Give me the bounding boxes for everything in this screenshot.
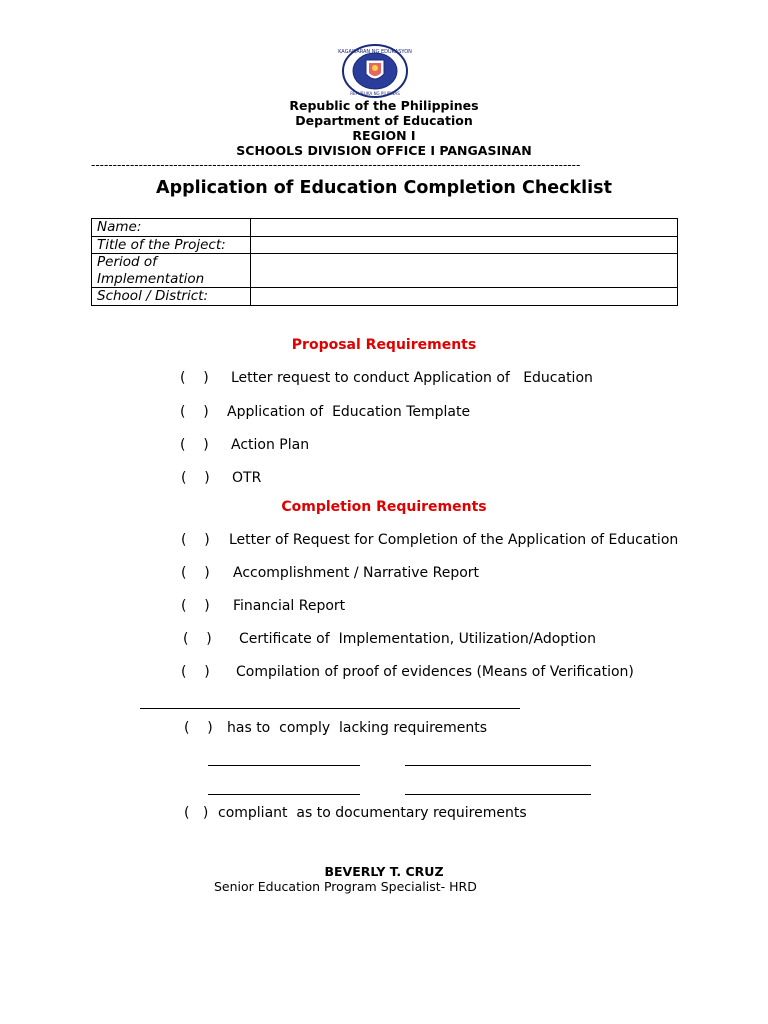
lacking-blank-3[interactable] (208, 794, 360, 795)
info-table (91, 218, 678, 306)
proposal-item-1: Letter request to conduct Application of Education (231, 370, 593, 386)
completion-heading: Completion Requirements (281, 499, 487, 515)
header-country: Republic of the Philippines (289, 98, 479, 113)
table-row (92, 288, 678, 306)
proposal-checkbox-4[interactable]: ( ) (181, 470, 210, 486)
proposal-checkbox-3[interactable]: ( ) (180, 437, 209, 453)
completion-item-5: Compilation of proof of evidences (Means of Verification) (236, 664, 634, 680)
proposal-heading: Proposal Requirements (291, 337, 477, 353)
completion-checkbox-3[interactable]: ( ) (181, 598, 210, 614)
header-department: Department of Education (295, 113, 473, 128)
signatory-name: BEVERLY T. CRUZ (324, 864, 444, 879)
proposal-item-2: Application of Education Template (227, 404, 471, 420)
compliant-label: compliant as to documentary requirements (218, 805, 527, 821)
completion-checkbox-2[interactable]: ( ) (181, 565, 210, 581)
project-title-label: Title of the Project: (92, 236, 251, 254)
period-label: Period of Implementation (92, 254, 251, 288)
project-title-field[interactable] (251, 236, 678, 254)
lacking-blank-4[interactable] (405, 794, 591, 795)
compliant-checkbox[interactable]: ( ) (184, 805, 209, 821)
completion-checkbox-4[interactable]: ( ) (183, 631, 212, 647)
completion-item-2: Accomplishment / Narrative Report (233, 565, 480, 581)
completion-checkbox-5[interactable]: ( ) (181, 664, 210, 680)
table-row (92, 254, 678, 288)
table-row (92, 236, 678, 254)
signatory-position: Senior Education Program Specialist- HRD (214, 879, 477, 894)
completion-item-1: Letter of Request for Completion of the Application of Education (229, 532, 679, 548)
document-title: Application of Education Completion Checklist (156, 178, 612, 198)
lacking-label: has to comply lacking requirements (227, 720, 488, 736)
name-label: Name: (92, 219, 251, 237)
proposal-checkbox-1[interactable]: ( ) (180, 370, 209, 386)
header-region: REGION I (352, 128, 416, 143)
seal-text-bottom: REPUBLIKA NG PILIPINAS (350, 91, 400, 96)
lacking-blank-2[interactable] (405, 765, 591, 766)
proposal-item-3: Action Plan (231, 437, 310, 453)
completion-item-4: Certificate of Implementation, Utilization/Adoption (239, 631, 596, 647)
table-row (92, 219, 678, 237)
completion-checkbox-1[interactable]: ( ) (181, 532, 210, 548)
school-district-label: School / District: (92, 288, 251, 306)
lacking-blank-1[interactable] (208, 765, 360, 766)
deped-seal (338, 44, 412, 98)
header-separator: ----------------------------------------------------------------------------------------------------------------- (91, 158, 581, 172)
lacking-checkbox[interactable]: ( ) (184, 720, 213, 736)
name-field[interactable] (251, 219, 678, 237)
school-district-field[interactable] (251, 288, 678, 306)
proposal-checkbox-2[interactable]: ( ) (180, 404, 209, 420)
proposal-item-4: OTR (232, 470, 262, 486)
divider-line (140, 708, 520, 709)
completion-item-3: Financial Report (233, 598, 346, 614)
header-division: SCHOOLS DIVISION OFFICE I PANGASINAN (236, 143, 532, 158)
period-field[interactable] (251, 254, 678, 288)
seal-text-top: KAGAWARAN NG EDUKASYON (338, 49, 412, 55)
